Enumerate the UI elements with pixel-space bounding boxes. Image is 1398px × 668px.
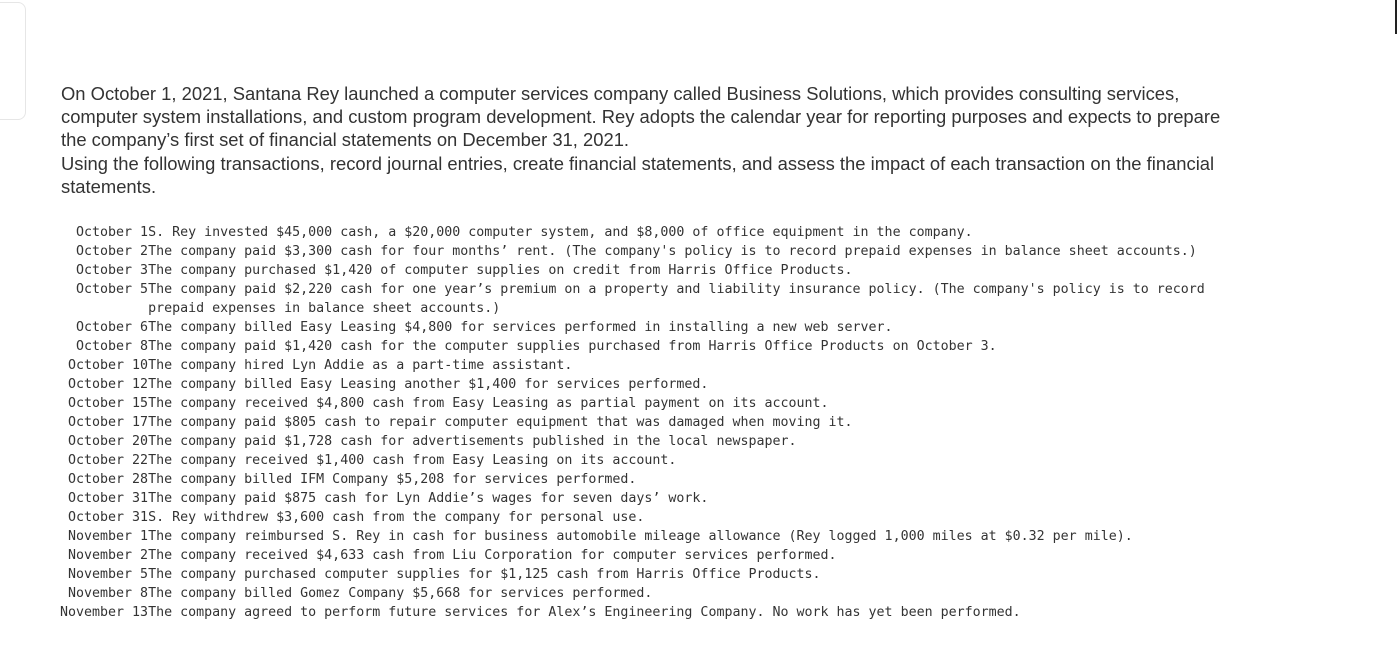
transaction-row bbox=[60, 223, 1218, 242]
transaction-date: October 5 bbox=[76, 282, 149, 297]
transaction-row bbox=[60, 546, 1218, 565]
transaction-row bbox=[60, 394, 1218, 413]
transaction-row bbox=[60, 413, 1218, 432]
intro-paragraph-2: Using the following transactions, record journal entries, create financial statements, and assess the impact of each transaction on the financial statements. bbox=[61, 152, 1215, 197]
transaction-row bbox=[60, 527, 1218, 546]
problem-introduction bbox=[61, 82, 1241, 198]
transaction-date: October 3 bbox=[76, 263, 149, 278]
transaction-date: October 10 bbox=[68, 358, 149, 373]
transaction-date: October 20 bbox=[68, 434, 149, 449]
transaction-date: October 8 bbox=[76, 339, 149, 354]
transaction-description: The company paid $3,300 cash for four months’ rent. (The company's policy is to record prepaid expenses in balance sheet accounts.) bbox=[148, 244, 1197, 259]
transaction-description: The company billed Easy Leasing another $1,400 for services performed. bbox=[148, 377, 709, 392]
transaction-description: The company paid $1,728 cash for advertisements published in the local newspaper. bbox=[148, 434, 797, 449]
transaction-row bbox=[60, 280, 1218, 318]
intro-paragraph-1: On October 1, 2021, Santana Rey launched a computer services company called Business Solutions, which provides consulting services, computer system installations, and custom program development. Rey adopts the calendar year for reporting purposes and expects to prepare the company’s first set of financial statements on December 31, 2021. bbox=[61, 83, 1221, 151]
transaction-description: The company paid $1,420 cash for the computer supplies purchased from Harris Office Products on October 3. bbox=[148, 339, 997, 354]
transaction-description: The company billed Gomez Company $5,668 for services performed. bbox=[148, 586, 653, 601]
transaction-date: October 22 bbox=[68, 453, 149, 468]
transaction-row bbox=[60, 318, 1218, 337]
transaction-row bbox=[60, 242, 1218, 261]
transaction-description: The company paid $805 cash to repair computer equipment that was damaged when moving it. bbox=[148, 415, 853, 430]
transaction-date: November 2 bbox=[68, 548, 149, 563]
transaction-description: The company paid $2,220 cash for one year’s premium on a property and liability insurance policy. (The company's policy is to record prepaid expenses in balance sheet accounts.) bbox=[148, 282, 1205, 316]
transaction-date: November 8 bbox=[68, 586, 149, 601]
transaction-date: October 1 bbox=[76, 225, 149, 240]
transaction-description: S. Rey withdrew $3,600 cash from the company for personal use. bbox=[148, 510, 645, 525]
transaction-date: November 1 bbox=[68, 529, 149, 544]
transaction-date: October 28 bbox=[68, 472, 149, 487]
side-panel-edge bbox=[0, 2, 26, 120]
transaction-row bbox=[60, 261, 1218, 280]
transaction-date: November 5 bbox=[68, 567, 149, 582]
transaction-row bbox=[60, 451, 1218, 470]
transaction-date: October 31 bbox=[68, 491, 149, 506]
transaction-description: The company reimbursed S. Rey in cash for business automobile mileage allowance (Rey logged 1,000 miles at $0.32 per mile). bbox=[148, 529, 1133, 544]
transaction-date: November 13 bbox=[60, 605, 149, 620]
transaction-row bbox=[60, 337, 1218, 356]
transaction-description: The company agreed to perform future services for Alex’s Engineering Company. No work has yet been performed. bbox=[148, 605, 1021, 620]
transactions-table bbox=[60, 223, 1218, 622]
transaction-date: October 31 bbox=[68, 510, 149, 525]
transaction-row bbox=[60, 375, 1218, 394]
transaction-description: The company billed IFM Company $5,208 for services performed. bbox=[148, 472, 637, 487]
scrollbar-marker bbox=[1395, 0, 1397, 34]
transaction-description: The company billed Easy Leasing $4,800 for services performed in installing a new web server. bbox=[148, 320, 893, 335]
transaction-description: S. Rey invested $45,000 cash, a $20,000 computer system, and $8,000 of office equipment in the company. bbox=[148, 225, 973, 240]
transaction-row bbox=[60, 489, 1218, 508]
transaction-date: October 6 bbox=[76, 320, 149, 335]
transaction-description: The company received $4,800 cash from Easy Leasing as partial payment on its account. bbox=[148, 396, 829, 411]
transaction-description: The company paid $875 cash for Lyn Addie’s wages for seven days’ work. bbox=[148, 491, 709, 506]
transaction-description: The company purchased computer supplies for $1,125 cash from Harris Office Products. bbox=[148, 567, 821, 582]
transaction-date: October 17 bbox=[68, 415, 149, 430]
transaction-row bbox=[60, 356, 1218, 375]
transaction-row bbox=[60, 584, 1218, 603]
transaction-row bbox=[60, 508, 1218, 527]
transaction-row bbox=[60, 565, 1218, 584]
transaction-row bbox=[60, 432, 1218, 451]
transaction-row bbox=[60, 603, 1218, 622]
transaction-description: The company received $1,400 cash from Easy Leasing on its account. bbox=[148, 453, 677, 468]
transaction-description: The company purchased $1,420 of computer supplies on credit from Harris Office Products. bbox=[148, 263, 853, 278]
transactions-body bbox=[60, 223, 1218, 622]
transaction-date: October 2 bbox=[76, 244, 149, 259]
transaction-date: October 12 bbox=[68, 377, 149, 392]
transaction-row bbox=[60, 470, 1218, 489]
transaction-date: October 15 bbox=[68, 396, 149, 411]
transaction-description: The company hired Lyn Addie as a part-time assistant. bbox=[148, 358, 573, 373]
transaction-description: The company received $4,633 cash from Liu Corporation for computer services performed. bbox=[148, 548, 837, 563]
